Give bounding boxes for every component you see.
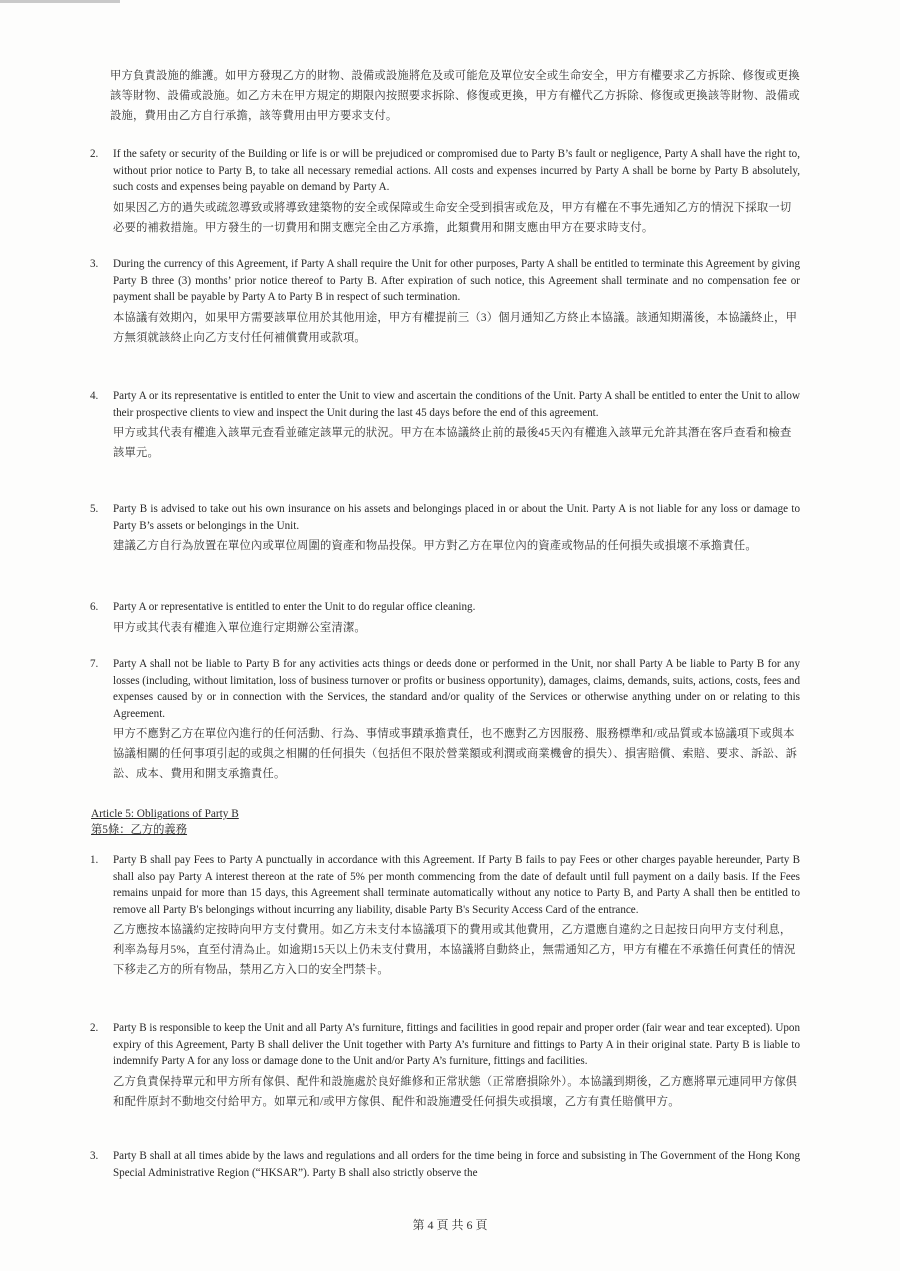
clause-6 bbox=[90, 599, 800, 638]
clause-number: 7. bbox=[90, 658, 99, 670]
clause-text-zh: 乙方應按本協議約定按時向甲方支付費用。如乙方未支付本協議項下的費用或其他費用，乙方還應自違約之日起按日向甲方支付利息，利率為每月5%，直至付清為止。如逾期15天以上仍未支付費用，本協議將自動終止，無需通知乙方，甲方有權在不承擔任何責任的情況下移走乙方的所有物品，禁用乙方入口的安全門禁卡。 bbox=[113, 924, 796, 976]
clause-number: 6. bbox=[90, 601, 99, 613]
party-b-clause-2 bbox=[90, 1020, 800, 1112]
clause-text-zh: 甲方或其代表有權進入該單元查看並確定該單元的狀況。甲方在本協議終止前的最後45天內有權進入該單元允許其潛在客戶查看和檢查該單元。 bbox=[113, 427, 792, 459]
clause-number: 2. bbox=[90, 1022, 99, 1034]
clause-text-en: Party B shall pay Fees to Party A punctually in accordance with this Agreement. If Party B fails to pay Fees or other charges payable hereunder, Party B shall also pay Party A interest thereon at the rate of 5% per month commencing from the date of default until full payment on a daily basis. If the Fees remains unpaid for more than 15 days, this Agreement shall terminate automatically without any notice to Party B, and Party A shall then be entitled to remove all Party B's belongings without incurring any liability, disable Party B's Security Access Card of the entrance. bbox=[113, 854, 800, 916]
intro-paragraph-zh: 甲方負責設施的維護。如甲方發現乙方的財物、設備或設施將危及或可能危及單位安全或生命安全，甲方有權要求乙方拆除、修復或更換該等財物、設備或設施。如乙方未在甲方規定的期限內按照要求拆除、修復或更換，甲方有權代乙方拆除、修復或更換該等財物、設備或設施，費用由乙方自行承擔，該等費用由甲方要求支付。 bbox=[110, 70, 800, 122]
clause-5 bbox=[90, 501, 800, 556]
clause-text-en: If the safety or security of the Building or life is or will be prejudiced or compromised due to Party B’s fault or negligence, Party A shall have the right to, without prior notice to Party B, to take all necessary remedial actions. All costs and expenses incurred by Party A shall be borne by Party B absolutely, such costs and expenses being payable on demand by Party A. bbox=[113, 148, 800, 193]
clause-number: 1. bbox=[90, 854, 99, 866]
clause-number: 5. bbox=[90, 503, 99, 515]
clause-text-zh: 本協議有效期內，如果甲方需要該單位用於其他用途，甲方有權提前三（3）個月通知乙方終止本協議。該通知期滿後，本協議終止，甲方無須就該終止向乙方支付任何補償費用或款項。 bbox=[113, 311, 798, 344]
page-number-footer: 第 4 頁 共 6 頁 bbox=[412, 1218, 488, 1232]
clause-text-en: Party A or representative is entitled to enter the Unit to do regular office cleaning. bbox=[113, 601, 476, 613]
clause-text-en: Party B is responsible to keep the Unit and all Party A’s furniture, fittings and facilities in good repair and proper order (fair wear and tear excepted). Upon expiry of this Agreement, Party B shall deliver the Unit together with Party A’s furniture and fittings to Party A in their original state. Party B is liable to indemnify Party A for any loss or damage done to the Unit and/or Party A’s furniture, fittings and facilities. bbox=[113, 1022, 800, 1067]
article-title-en: Article 5: Obligations of Party B bbox=[91, 808, 239, 820]
clause-number: 3. bbox=[90, 258, 99, 270]
scan-edge-mark bbox=[0, 0, 120, 3]
clause-number: 4. bbox=[90, 390, 99, 402]
clause-number: 3. bbox=[90, 1150, 99, 1162]
article-title-zh: 第5條：乙方的義務 bbox=[91, 824, 188, 836]
clause-text-zh: 乙方負責保持單元和甲方所有傢俱、配件和設施處於良好維修和正常狀態（正常磨損除外）。本協議到期後，乙方應將單元連同甲方傢俱和配件原封不動地交付給甲方。如單元和/或甲方傢俱、配件和設施遭受任何損失或損壞，乙方有責任賠償甲方。 bbox=[113, 1075, 798, 1108]
clause-text-en: During the currency of this Agreement, if Party A shall require the Unit for other purposes, Party A shall be entitled to terminate this Agreement by giving Party B three (3) months’ prior notice thereof to Party B. After expiration of such notice, this Agreement shall terminate and no compensation fee or payment shall be payable by Party A to Party B in respect of such termination. bbox=[113, 258, 800, 303]
clause-text-en: Party B shall at all times abide by the laws and regulations and all orders for the time being in force and subsisting in The Government of the Hong Kong Special Administrative Region (“HKSAR”). Party B shall also strictly observe the bbox=[113, 1150, 800, 1179]
clause-text-zh: 如果因乙方的過失或疏忽導致或將導致建築物的安全或保障或生命安全受到損害或危及，甲方有權在不事先通知乙方的情況下採取一切必要的補救措施。甲方發生的一切費用和開支應完全由乙方承擔，此類費用和開支應由甲方在要求時支付。 bbox=[113, 201, 792, 234]
clause-text-en: Party B is advised to take out his own insurance on his assets and belongings placed in or about the Unit. Party A is not liable for any loss or damage to Party B’s assets or belongings in the Unit. bbox=[113, 503, 800, 532]
party-b-clause-1 bbox=[90, 852, 800, 980]
clause-4 bbox=[90, 388, 800, 463]
clause-text-zh: 甲方不應對乙方在單位內進行的任何活動、行為、事情或事蹟承擔責任，也不應對乙方因服務、服務標準和/或品質或本協議項下或與本協議相關的任何事項引起的或與之相關的任何損失（包括但不限於營業額或利潤或商業機會的損失）、損害賠償、索賠、要求、訴訟、訴訟、成本、費用和開支承擔責任。 bbox=[113, 728, 798, 780]
party-b-clause-3 bbox=[90, 1148, 800, 1183]
clause-3 bbox=[90, 256, 800, 348]
clause-text-zh: 建議乙方自行為放置在單位內或單位周圍的資產和物品投保。甲方對乙方在單位內的資產或物品的任何損失或損壞不承擔責任。 bbox=[113, 540, 757, 552]
clause-7 bbox=[90, 656, 800, 784]
clause-number: 2. bbox=[90, 148, 99, 160]
clause-text-zh: 甲方或其代表有權進入單位進行定期辦公室清潔。 bbox=[113, 621, 366, 634]
clause-text-en: Party A shall not be liable to Party B for any activities acts things or deeds done or performed in the Unit, nor shall Party A be liable to Party B for any losses (including, without limitation, loss of business turnover or profits or business opportunity), damages, claims, demands, suits, actions, costs, fees and expenses caused by or in connection with the Services, the standard and/or quality of the Services or otherwise anything under on or relating to this Agreement. bbox=[113, 658, 800, 720]
clause-text-en: Party A or its representative is entitled to enter the Unit to view and ascertain the conditions of the Unit. Party A shall be entitled to enter the Unit to allow their prospective clients to view and inspect the Unit during the last 45 days before the end of this agreement. bbox=[113, 390, 800, 419]
clause-2 bbox=[90, 146, 800, 238]
article-5-heading bbox=[91, 806, 391, 838]
